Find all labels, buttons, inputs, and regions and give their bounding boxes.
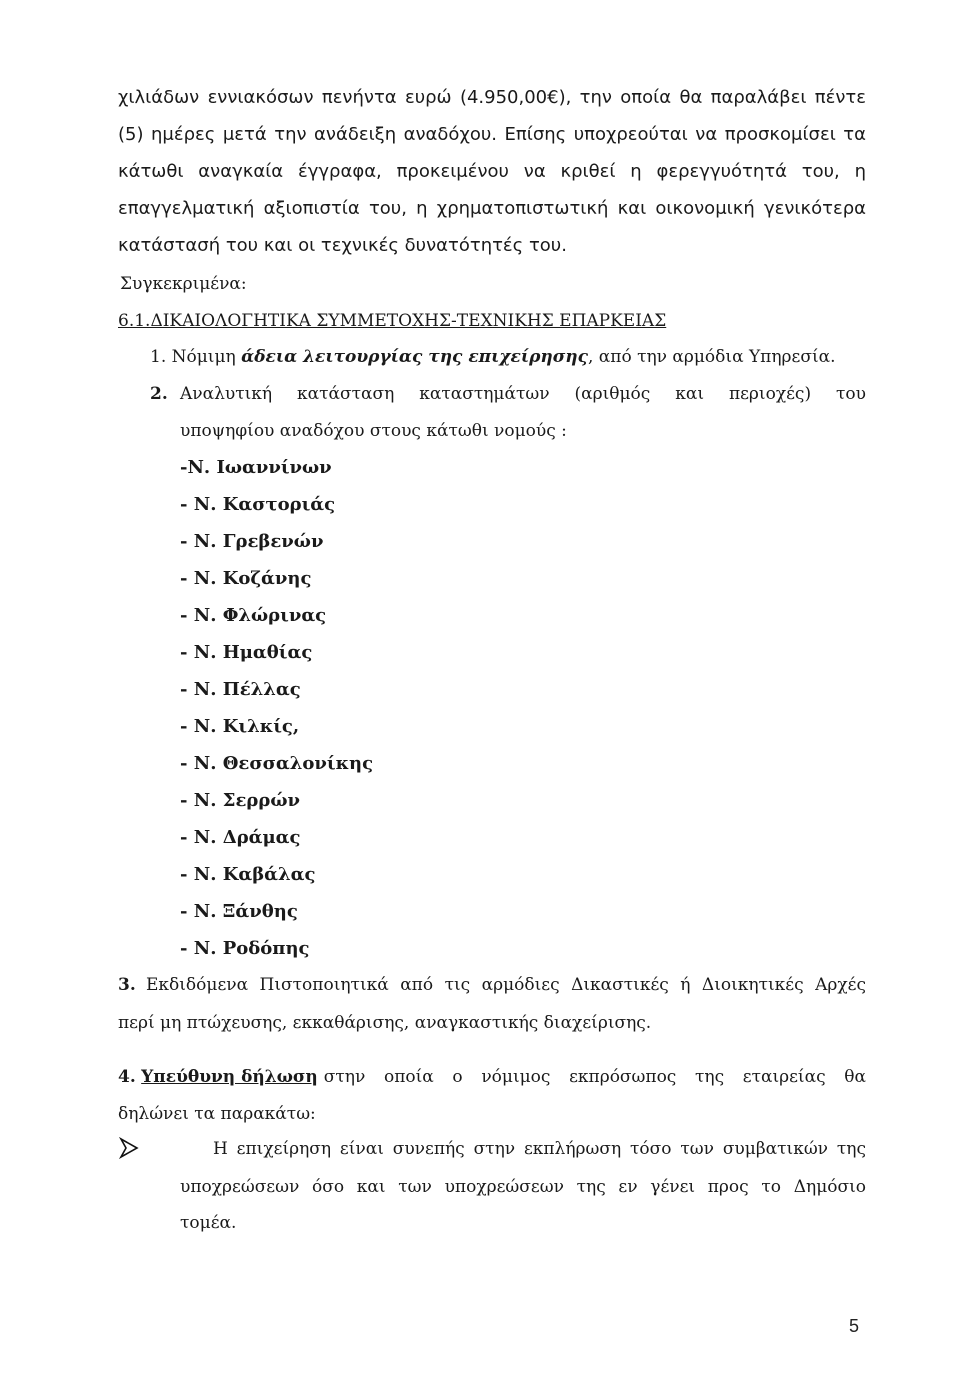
- bullet-line-1: Η επιχείρηση είναι συνεπής στην εκπλήρωση τόσο των συμβατικών της: [213, 1139, 866, 1159]
- bullet-line-2: υποχρεώσεων όσο και των υποχρεώσεων της εν γένει προς το Δημόσιο: [180, 1177, 866, 1197]
- intro-line-5: κατάστασή του και οι τεχνικές δυνατότητές του.: [118, 235, 567, 256]
- intro-line-1: χιλιάδων εννιακόσων πενήντα ευρώ (4.950,00€), την οποία θα παραλάβει πέντε: [118, 87, 866, 108]
- item-1-pre: Νόμιμη: [171, 347, 242, 367]
- region-item: - Ν. Πέλλας: [180, 679, 301, 700]
- item-4-number: 4.: [118, 1067, 136, 1087]
- region-item: - Ν. Ξάνθης: [180, 901, 298, 922]
- intro-line-4: επαγγελματική αξιοπιστία του, η χρηματοπιστωτική και οικονομική γενικότερα: [118, 198, 866, 219]
- item-4-bold: Υπεύθυνη δήλωση: [141, 1067, 318, 1087]
- intro-line-3: κάτωθι αναγκαία έγγραφα, προκειμένου να κριθεί η φερεγγυότητά του, η: [118, 161, 866, 182]
- item-3-line-1: Εκδιδόμενα Πιστοποιητικά από τις αρμόδιες Δικαστικές ή Διοικητικές Αρχές: [146, 975, 866, 995]
- item-4-line-2: δηλώνει τα παρακάτω:: [118, 1104, 316, 1124]
- arrowhead-bullet-icon: [118, 1137, 140, 1159]
- item-3-number: 3.: [118, 975, 136, 995]
- item-2-line-1: Αναλυτική κατάσταση καταστημάτων (αριθμός και περιοχές) του: [180, 384, 866, 404]
- region-item: - Ν. Κοζάνης: [180, 568, 312, 589]
- region-item: - Ν. Δράμας: [180, 827, 301, 848]
- region-item: - Ν. Ημαθίας: [180, 642, 313, 663]
- region-item: -Ν. Ιωαννίνων: [180, 457, 332, 478]
- item-4-rest: στην οποία ο νόμιμος εκπρόσωπος της εταιρείας θα: [323, 1067, 866, 1087]
- bullet-line-3: τομέα.: [180, 1213, 237, 1233]
- item-1-post: , από την αρμόδια Υπηρεσία.: [587, 347, 836, 367]
- item-4-line-1: [118, 1065, 866, 1089]
- item-1-number: 1.: [150, 347, 167, 367]
- item-2-line-2: υποψηφίου αναδόχου στους κάτωθι νομούς :: [180, 421, 567, 441]
- region-item: - Ν. Θεσσαλονίκης: [180, 753, 374, 774]
- region-item: - Ν. Γρεβενών: [180, 531, 324, 552]
- item-1: [150, 345, 836, 369]
- specifically-label: Συγκεκριμένα:: [120, 274, 247, 294]
- item-1-bold: άδεια λειτουργίας της επιχείρησης: [241, 347, 588, 367]
- region-item: - Ν. Ροδόπης: [180, 938, 310, 959]
- page-number: 5: [849, 1316, 860, 1336]
- intro-line-2: (5) ημέρες μετά την ανάδειξη αναδόχου. Επίσης υποχρεούται να προσκομίσει τα: [118, 124, 866, 145]
- region-item: - Ν. Σερρών: [180, 790, 300, 811]
- region-item: - Ν. Καστοριάς: [180, 494, 336, 515]
- region-item: - Ν. Φλώρινας: [180, 605, 327, 626]
- section-heading: 6.1.ΔΙΚΑΙΟΛΟΓΗΤΙΚΑ ΣΥΜΜΕΤΟΧΗΣ-ΤΕΧΝΙΚΗΣ ΕΠΑΡΚΕΙΑΣ: [118, 311, 667, 331]
- item-3-line-2: περί μη πτώχευσης, εκκαθάρισης, αναγκαστικής διαχείρισης.: [118, 1013, 652, 1033]
- item-2-number: 2.: [150, 384, 168, 404]
- region-item: - Ν. Κιλκίς,: [180, 716, 300, 737]
- region-item: - Ν. Καβάλας: [180, 864, 316, 885]
